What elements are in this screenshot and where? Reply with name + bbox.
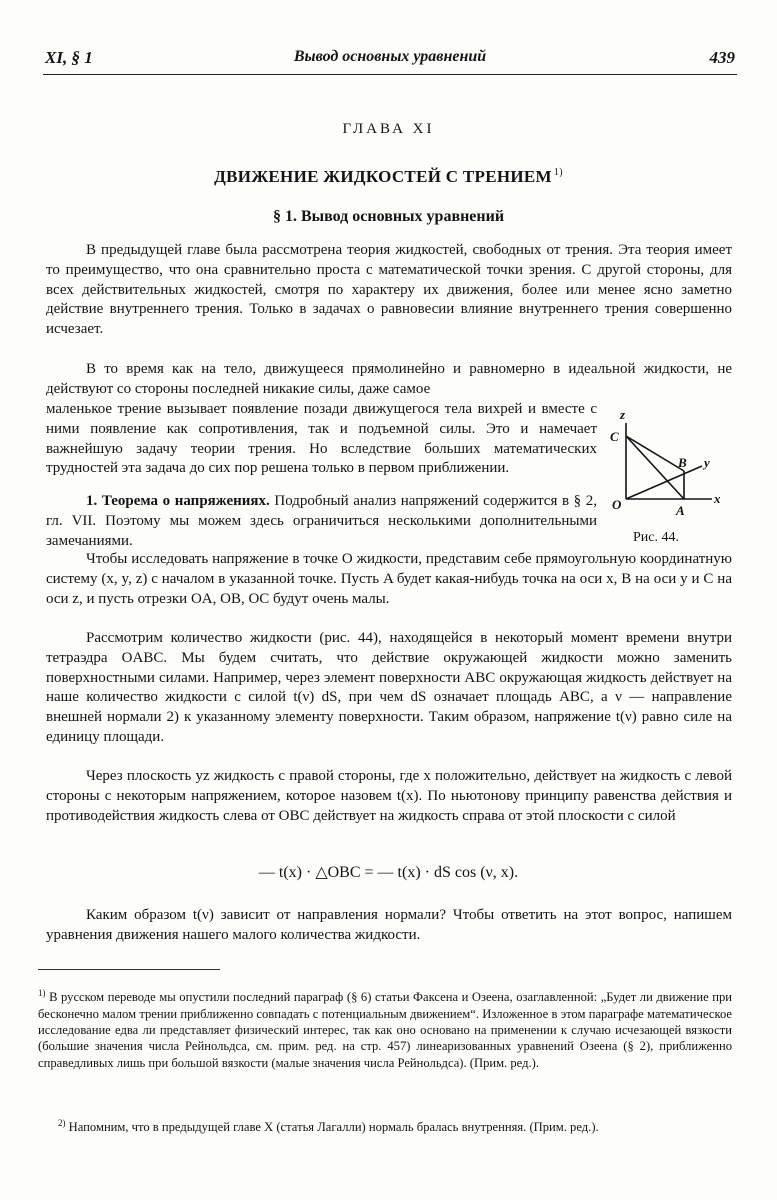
- chapter-title: [0, 167, 777, 187]
- title-footnote-mark: 1): [553, 167, 563, 179]
- paragraph-stress-theorem: [46, 492, 597, 551]
- label-o: O: [612, 497, 622, 512]
- paragraph-yz-plane: Через плоскость yz жидкость с правой стороны, где x положительно, действует на жидкость с левой стороны с некоторым напряжением, которое назовем t(x). По ньютонову принципу равенства действия и противодействия жидкость слева от OBC действует на жидкость справа от этой плоскости с силой: [46, 768, 732, 824]
- header-chapter-section: XI, § 1: [45, 48, 93, 67]
- label-y: y: [704, 455, 710, 470]
- label-z: z: [620, 407, 626, 422]
- paragraph-ideal-fluid-a: В то время как на тело, движущееся прямолинейно и равномерно в идеальной жидкости, не действуют со стороны последней никакие силы, даже самое: [46, 361, 732, 397]
- formula: — t(x) · △OBC = — t(x) · dS cos (ν, x).: [258, 864, 519, 881]
- section-heading: § 1. Вывод основных уравнений: [272, 208, 505, 225]
- chapter-title-text: ДВИЖЕНИЕ ЖИДКОСТЕЙ С ТРЕНИЕМ: [214, 167, 552, 186]
- label-x: x: [714, 491, 721, 506]
- footnote-1-mark: 1): [38, 988, 46, 998]
- footnote-2-mark: 2): [58, 1118, 66, 1128]
- figure-caption: Рис. 44.: [633, 530, 679, 545]
- chapter-label: ГЛАВА XI: [342, 121, 435, 137]
- label-c: C: [610, 429, 619, 444]
- theorem-text: Подробный анализ напряжений содержится в § 2, гл. VII. Поэтому мы можем здесь ограничиться несколькими дополнительными замечаниями.: [46, 493, 597, 549]
- paragraph-intro: В предыдущей главе была рассмотрена теория жидкостей, свободных от трения. Эта теория имеет то преимущество, что она сравнительно проста с математической точки зрения. С другой стороны, для всех действительных жидкостей, смотря по характеру их движения, более или менее ясно заметно действие внутреннего трения. Только в задачах о равновесии влияние внутреннего трения совершенно исчезает.: [46, 242, 732, 338]
- paragraph-question: Каким образом t(ν) зависит от направления нормали? Чтобы ответить на этот вопрос, напишем уравнения движения нашего малого количества жидкости.: [46, 907, 732, 943]
- y-axis: [626, 466, 702, 499]
- running-header: [43, 48, 737, 75]
- page-number: 439: [709, 48, 735, 67]
- edge-ca: [626, 436, 684, 499]
- paragraph-ideal-fluid-b: маленькое трение вызывает появление позади движущегося тела вихрей и вместе с ними появление как сопротивления, так и подъемной силы. Это и намечает важнейшую задачу теории трения. Но вследствие больших математических трудностей эта задача до сих пор решена только в первом приближении.: [46, 401, 597, 477]
- label-b: B: [678, 455, 687, 470]
- footnote-1-text: В русском переводе мы опустили последний параграф (§ 6) статьи Факсена и Озеена, озаглавленной: „Будет ли движение при бесконечно малом трении приближенно совпадать с потенциальным движением“. Изложенное в этом параграфе математическое исследование едва ли представляет физический интерес, так как оно основано на применении к случаю исчезающей вязкости (большие значения числа Рейнольдса, см. прим. ред. на стр. 457) линеаризованных уравнений Озеена (§ 2), приближенно справедливых лишь при большой вязкости (малые значения числа Рейнольдса). (Прим. ред.).: [38, 990, 732, 1070]
- footnote-1: [38, 985, 732, 1071]
- tetrahedron-diagram: [604, 405, 734, 525]
- paragraph-coordinates: Чтобы исследовать напряжение в точке O жидкости, представим себе прямоугольную координатную систему (x, y, z) с началом в указанной точке. Пусть A будет какая-нибудь точка на оси x, B на оси y и C на оси z, и пусть отрезки OA, OB, OC будут очень малы.: [46, 551, 732, 607]
- label-a: A: [676, 503, 685, 518]
- header-title: Вывод основных уравнений: [293, 48, 487, 65]
- edge-cb: [626, 436, 684, 471]
- footnote-2-text: Напомним, что в предыдущей главе X (статья Лагалли) нормаль бралась внутренняя. (Прим. ред.).: [68, 1120, 599, 1135]
- theorem-heading: 1. Теорема о напряжениях.: [86, 493, 270, 509]
- paragraph-tetrahedron: Рассмотрим количество жидкости (рис. 44), находящейся в некоторый момент времени внутри тетраэдра OABC. Мы будем считать, что действие окружающей жидкости можно заменить поверхностными силами. Например, через элемент поверхности ABC окружающая жидкость действует на наше количество жидкости с силой t(ν) dS, при чем dS означает площадь ABC, а ν — направление внешней нормали 2) к указанному элементу поверхности. Таким образом, напряжение t(ν) равно силе на единицу площади.: [46, 630, 732, 745]
- footnote-2: [38, 1115, 732, 1136]
- footnote-divider: [38, 969, 220, 970]
